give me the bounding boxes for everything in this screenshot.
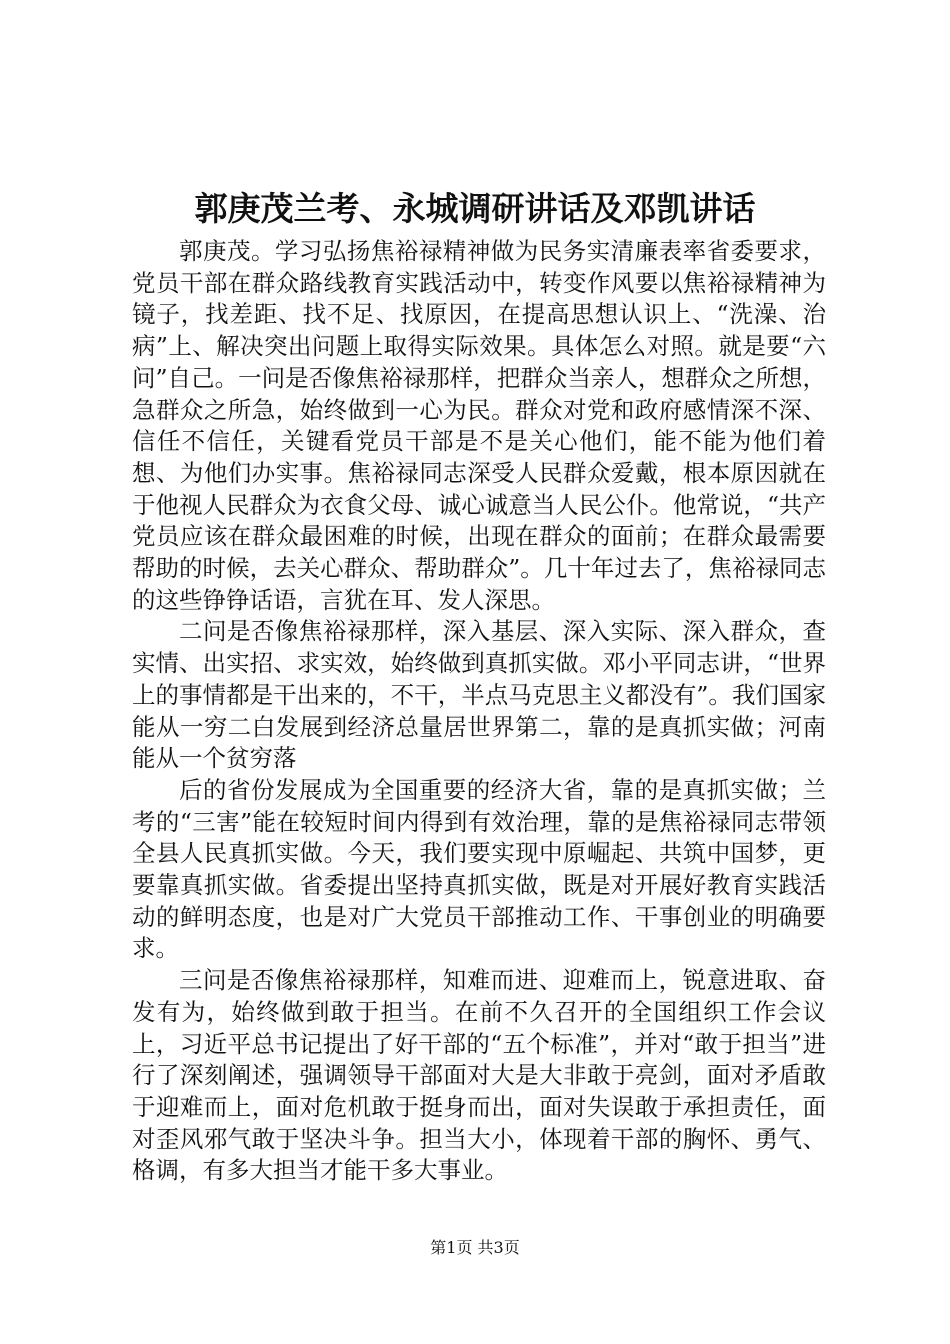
document-body <box>132 236 826 1187</box>
paragraph-4: 三问是否像焦裕禄那样，知难而进、迎难而上，锐意进取、奋发有为，始终做到敢于担当。在前不久召开的全国组织工作会议上，习近平总书记提出了好干部的“五个标准”，并对“敢于担当”进行了深刻阐述，强调领导干部面对大是大非敢于亮剑，面对矛盾敢于迎难而上，面对危机敢于挺身而出，面对失误敢于承担责任，面对歪风邪气敢于坚决斗争。担当大小，体现着干部的胸怀、勇气、格调，有多大担当才能干多大事业。 <box>132 966 826 1185</box>
paragraph-1: 郭庚茂。学习弘扬焦裕禄精神做为民务实清廉表率省委要求，党员干部在群众路线教育实践活动中，转变作风要以焦裕禄精神为镜子，找差距、找不足、找原因，在提高思想认识上、“洗澡、治病”上、解决突出问题上取得实际效果。具体怎么对照。就是要“六问”自己。一问是否像焦裕禄那样，把群众当亲人，想群众之所想，急群众之所急，始终做到一心为民。群众对党和政府感情深不深、信任不信任，关键看党员干部是不是关心他们，能不能为他们着想、为他们办实事。焦裕禄同志深受人民群众爱戴，根本原因就在于他视人民群众为衣食父母、诚心诚意当人民公仆。他常说，“共产党员应该在群众最困难的时候，出现在群众的面前；在群众最需要帮助的时候，去关心群众、帮助群众”。几十年过去了，焦裕禄同志的这些铮铮话语，言犹在耳、发人深思。 <box>132 237 826 614</box>
page-number-footer: 第1页 共3页 <box>430 1238 520 1257</box>
document-title: 郭庚茂兰考、永城调研讲话及邓凯讲话 <box>194 189 756 228</box>
paragraph-2: 二问是否像焦裕禄那样，深入基层、深入实际、深入群众，查实情、出实招、求实效，始终做到真抓实做。邓小平同志讲，“世界上的事情都是干出来的，不干，半点马克思主义都没有”。我们国家能从一穷二白发展到经济总量居世界第二，靠的是真抓实做；河南能从一个贫穷落 <box>132 617 826 773</box>
paragraph-3: 后的省份发展成为全国重要的经济大省，靠的是真抓实做；兰考的“三害”能在较短时间内得到有效治理，靠的是焦裕禄同志带领全县人民真抓实做。今天，我们要实现中原崛起、共筑中国梦，更要靠真抓实做。省委提出坚持真抓实做，既是对开展好教育实践活动的鲜明态度，也是对广大党员干部推动工作、干事创业的明确要求。 <box>132 775 826 963</box>
